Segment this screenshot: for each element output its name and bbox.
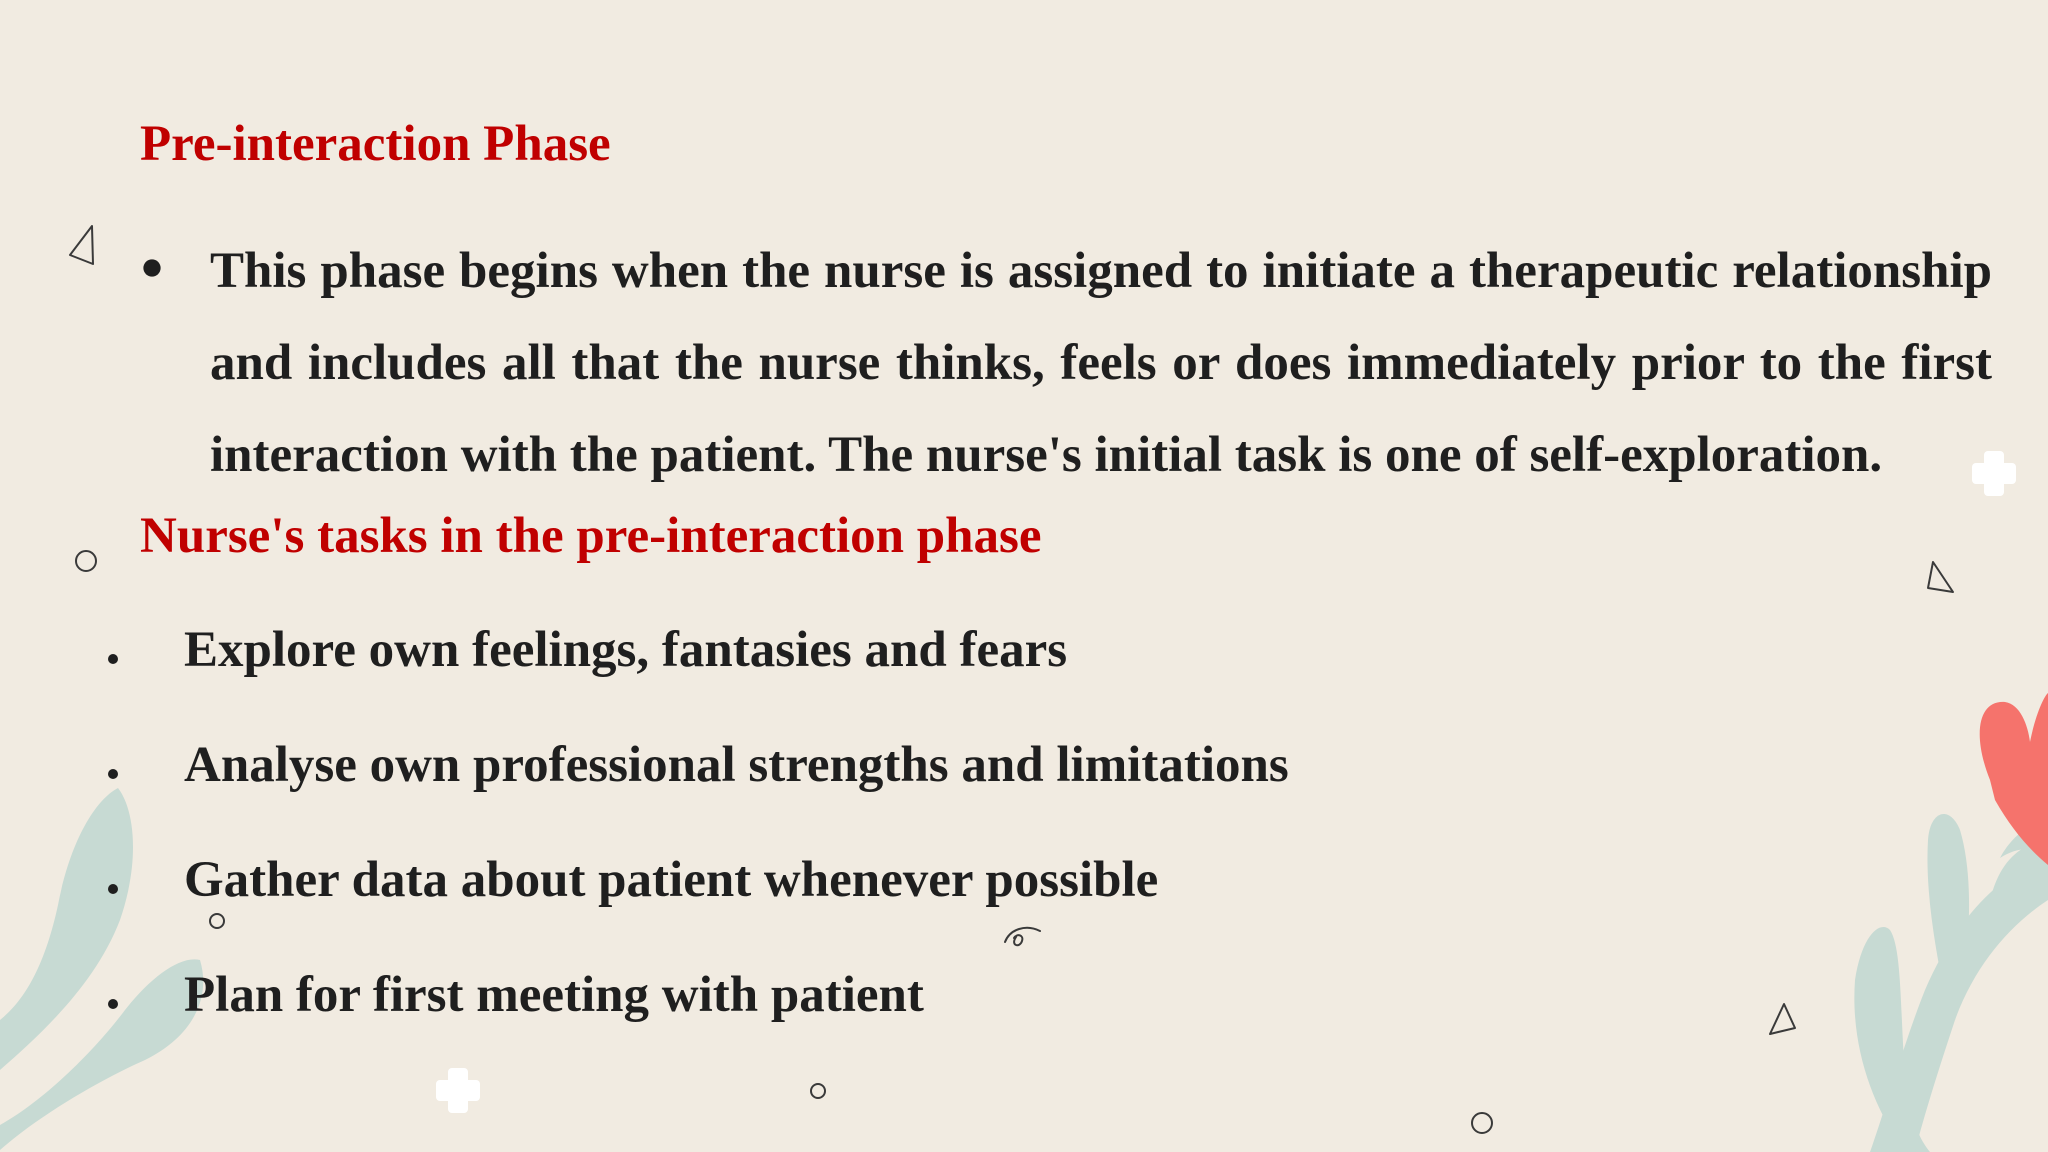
bullet-icon [108,884,118,894]
tasks-heading: Nurse's tasks in the pre-interaction phase [140,508,1042,564]
bullet-icon [108,654,118,664]
task-text: Analyse own professional strengths and limitations [184,737,1289,793]
bullet-icon [108,769,118,779]
task-text: Plan for first meeting with patient [184,967,924,1023]
bullet-icon [108,999,118,1009]
intro-paragraph: This phase begins when the nurse is assigned to initiate a therapeutic relationship and includes all that the nurse thinks, feels or does immediately prior to the first interaction with the patient. The nurse's initial task is one of self-exploration. [210,243,1992,483]
task-text: Explore own feelings, fantasies and fears [184,622,1068,678]
task-text: Gather data about patient whenever possible [184,852,1159,908]
section-heading: Pre-interaction Phase [140,116,611,172]
